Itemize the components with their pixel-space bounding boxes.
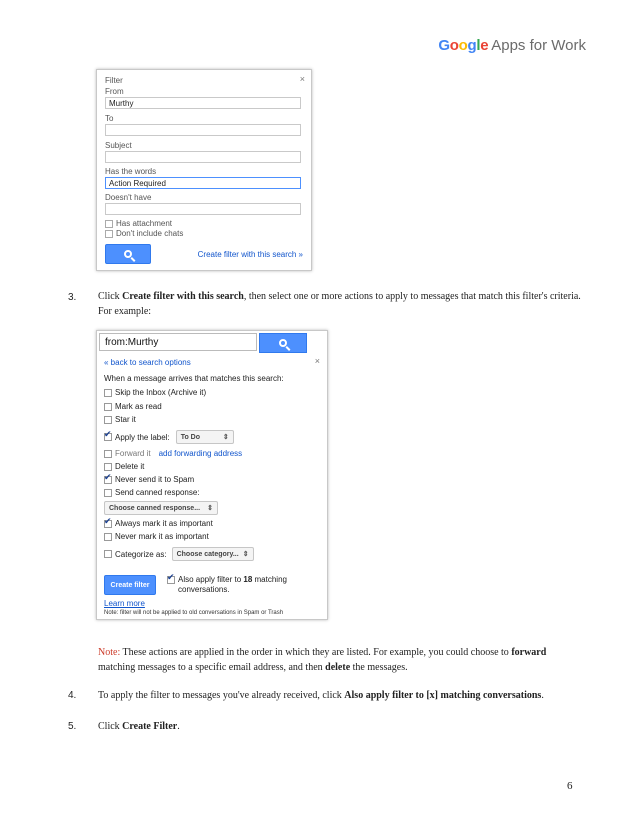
canned-response-select[interactable]: Choose canned response... ⇕ [104,501,218,515]
checkbox-box[interactable] [104,550,112,558]
checkbox-box[interactable] [105,230,113,238]
delete-it-option[interactable]: Delete it [104,462,144,471]
close-icon[interactable]: × [299,74,305,84]
checkbox-box[interactable] [104,476,112,484]
google-wordmark: Google [438,37,489,54]
step-3-text: Click Create filter with this search, then select one or more actions to apply to messages that match this filter's criteria. For example: [98,291,581,317]
skip-inbox-option[interactable]: Skip the Inbox (Archive it) [104,388,206,397]
star-it-option[interactable]: Star it [104,415,136,424]
also-apply-option[interactable] [167,575,287,595]
back-to-search-options-link[interactable]: « back to search options [104,358,191,367]
filter-actions-panel [96,330,328,620]
has-words-field[interactable]: Action Required [105,177,301,189]
has-attachment-label: Has attachment [116,219,173,228]
note-label: Note: [98,647,121,658]
create-filter-button[interactable]: Create filter [104,575,156,595]
note-paragraph: Note: These actions are applied in the order in which they are listed. For example, you could choose to forward matching messages to a specific email address, and then delete the messages. [98,647,547,673]
filter-title: Filter [105,76,123,85]
label-select[interactable]: To Do ⇕ [176,430,234,444]
updown-icon: ⇕ [222,434,229,441]
create-filter-link[interactable]: Create filter with this search » [197,250,303,259]
step-3-number: 3. [68,292,77,303]
search-query-field[interactable]: from:Murthy [99,333,257,351]
from-field[interactable]: Murthy [105,97,301,109]
checkbox-box[interactable] [104,533,112,541]
checkbox-box[interactable] [104,416,112,424]
search-button[interactable] [105,244,151,264]
to-label: To [105,114,114,123]
category-select[interactable]: Choose category... ⇕ [172,547,254,561]
never-important-option[interactable]: Never mark it as important [104,532,209,541]
canned-response-option[interactable]: Send canned response: [104,488,200,497]
doesnt-have-field[interactable] [105,203,301,215]
search-button[interactable] [259,333,307,353]
has-attachment-checkbox[interactable] [105,219,172,228]
dont-include-chats-checkbox[interactable] [105,229,183,238]
updown-icon: ⇕ [207,505,213,512]
logo-subtitle: Apps for Work [491,37,586,54]
search-icon [279,339,287,347]
always-important-option[interactable]: ✔ Always mark it as important [104,519,213,528]
updown-icon: ⇕ [242,551,249,558]
checkbox-box[interactable] [104,489,112,497]
checkbox-box[interactable] [104,403,112,411]
subject-label: Subject [105,141,132,150]
dont-include-chats-label: Don't include chats [116,229,184,238]
never-spam-option[interactable]: ✔ Never send it to Spam [104,475,194,484]
to-field[interactable] [105,124,301,136]
checkbox-box[interactable] [104,433,112,441]
search-icon [124,250,132,258]
actions-intro: When a message arrives that matches this search: [104,374,284,383]
checkbox-box[interactable] [104,520,112,528]
checkbox-box[interactable] [105,220,113,228]
checkbox-box[interactable] [104,450,112,458]
categorize-option[interactable]: Categorize as: Choose category... ⇕ [104,547,254,561]
checkbox-box[interactable] [104,463,112,471]
close-icon[interactable]: × [314,356,320,366]
forward-it-option[interactable]: Forward it add forwarding address [104,449,242,458]
apply-label-option[interactable]: ✔ Apply the label: To Do ⇕ [104,430,234,444]
learn-more-link[interactable]: Learn more [104,599,145,608]
step-5-number: 5. [68,721,77,732]
filter-criteria-panel [96,69,312,271]
mark-as-read-option[interactable]: Mark as read [104,402,162,411]
from-label: From [105,87,124,96]
step-5-text: Click Create Filter. [98,721,180,732]
step-4-text: To apply the filter to messages you've already received, click Also apply filter to [x] matching conversations. [98,690,544,701]
spam-trash-footnote: Note: filter will not be applied to old conversations in Spam or Trash [104,610,284,616]
checkbox-box[interactable] [167,576,175,584]
add-forwarding-address-link[interactable]: add forwarding address [158,449,243,458]
page-number: 6 [567,780,573,792]
checkbox-box[interactable] [104,389,112,397]
step-4-number: 4. [68,690,77,701]
subject-field[interactable] [105,151,301,163]
has-words-label: Has the words [105,167,157,176]
doesnt-have-label: Doesn't have [105,193,152,202]
google-apps-logo [438,37,586,54]
canned-response-select-row [104,501,218,515]
also-apply-label: Also apply filter to 18 matching conversations. [178,575,287,594]
